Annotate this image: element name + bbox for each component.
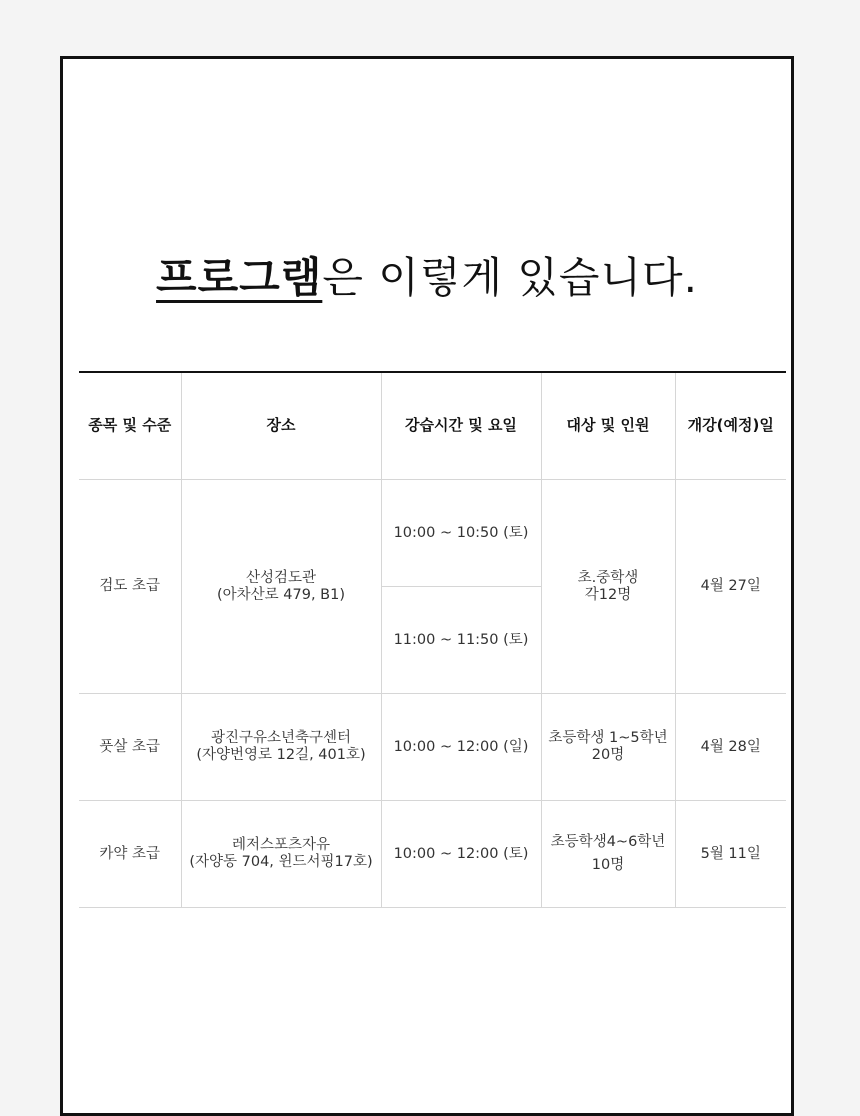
header-time: 강습시간 및 요일 xyxy=(381,372,541,480)
target-group: 초.중학생 xyxy=(577,569,639,586)
target-count: 각12명 xyxy=(584,586,632,603)
target-group: 초등학생 1~5학년 xyxy=(548,730,668,747)
title-bold: 프로그램 xyxy=(156,253,323,302)
cell-target xyxy=(541,694,675,801)
place-address: (자양번영로 12길, 401호) xyxy=(196,747,366,763)
table-row xyxy=(79,801,786,908)
cell-sport: 검도 초급 xyxy=(79,480,181,694)
header-start-date: 개강(예정)일 xyxy=(675,372,786,480)
cell-sport: 카약 초급 xyxy=(79,801,181,908)
cell-place xyxy=(181,801,381,908)
cell-target xyxy=(541,801,675,908)
page-title xyxy=(63,245,791,305)
place-name: 산성검도관 xyxy=(245,569,317,586)
target-count: 20명 xyxy=(591,747,625,763)
cell-start-date: 4월 28일 xyxy=(675,694,786,801)
table-row xyxy=(79,694,786,801)
program-table xyxy=(79,371,786,908)
place-address: (자양동 704, 윈드서핑17호) xyxy=(189,854,373,870)
cell-time: 10:00 ~ 12:00 (일) xyxy=(381,694,541,801)
header-target: 대상 및 인원 xyxy=(541,372,675,480)
program-card xyxy=(60,56,794,1116)
title-rest: 은 이렇게 있습니다. xyxy=(322,253,698,302)
header-sport: 종목 및 수준 xyxy=(79,372,181,480)
cell-time: 10:00 ~ 12:00 (토) xyxy=(381,801,541,908)
table-row xyxy=(79,480,786,587)
cell-time: 11:00 ~ 11:50 (토) xyxy=(381,587,541,694)
cell-target xyxy=(541,480,675,694)
header-place: 장소 xyxy=(181,372,381,480)
place-address: (아차산로 479, B1) xyxy=(216,586,346,603)
cell-start-date: 5월 11일 xyxy=(675,801,786,908)
cell-sport: 풋살 초급 xyxy=(79,694,181,801)
cell-place xyxy=(181,694,381,801)
cell-time: 10:00 ~ 10:50 (토) xyxy=(381,480,541,587)
cell-place xyxy=(181,480,381,694)
place-name: 레저스포츠자유 xyxy=(231,837,331,854)
place-name: 광진구유소년축구센터 xyxy=(210,730,352,747)
target-group: 초등학생4~6학년 xyxy=(550,833,666,850)
table-header-row xyxy=(79,372,786,480)
target-count: 10명 xyxy=(591,857,625,873)
cell-start-date: 4월 27일 xyxy=(675,480,786,694)
